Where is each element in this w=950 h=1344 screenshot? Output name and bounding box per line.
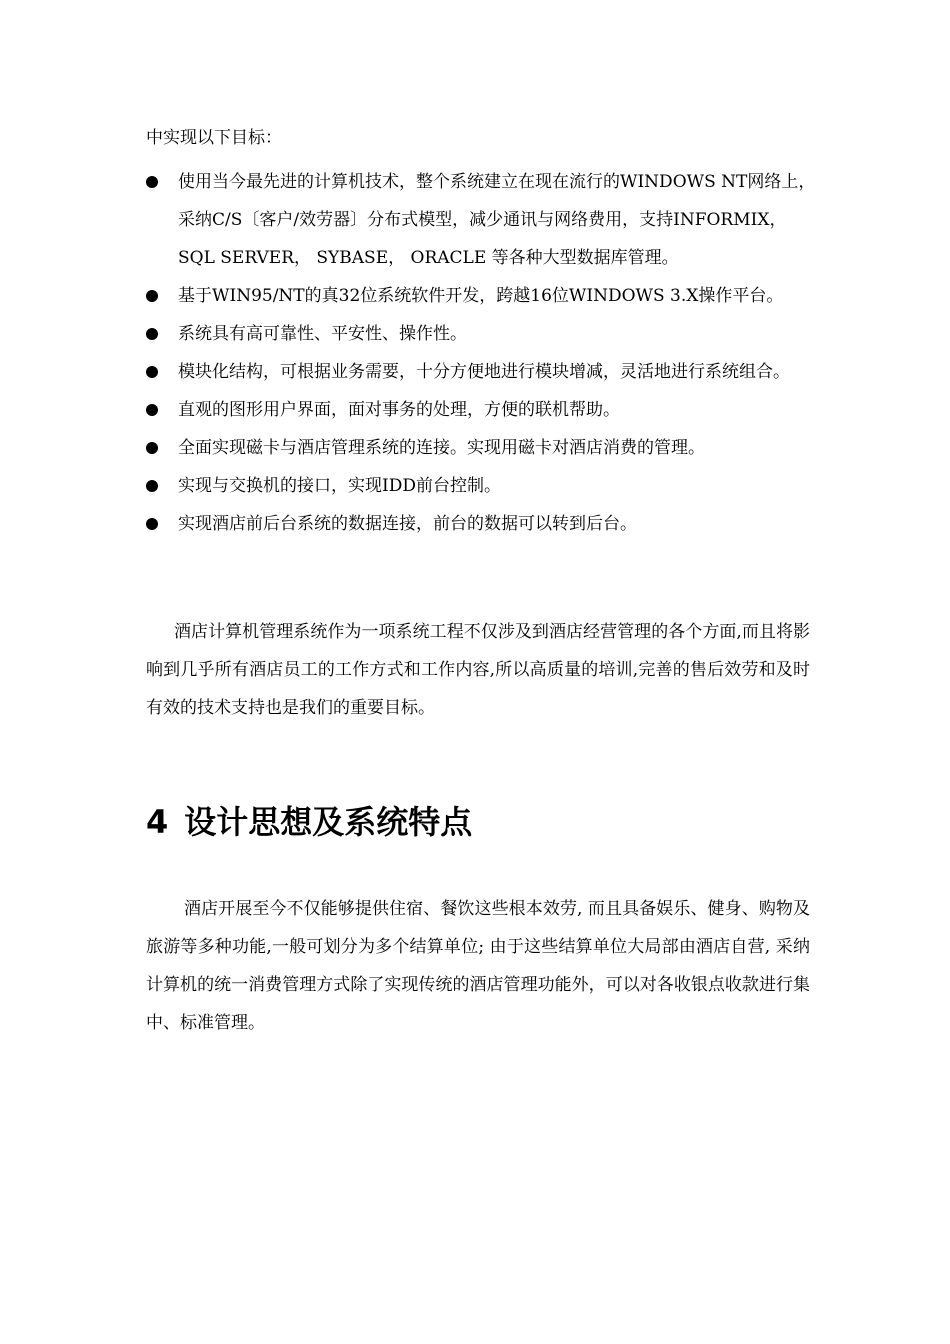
bullet-item-1 bbox=[146, 163, 816, 277]
bullet-item-7 bbox=[146, 467, 816, 505]
bullet-item-6 bbox=[146, 429, 816, 467]
bullet-dot-icon bbox=[146, 328, 158, 340]
section-number: 4 bbox=[146, 803, 169, 841]
bullet-dot-icon bbox=[146, 176, 158, 188]
bullet-dot-icon bbox=[146, 290, 158, 302]
goal-bullet-list bbox=[146, 163, 816, 543]
bullet-text: 基于WIN95/NT的真32位系统软件开发，跨越16位WINDOWS 3.X操作平台。 bbox=[178, 286, 784, 306]
bullet-dot-icon bbox=[146, 366, 158, 378]
bullet-text: 全面实现磁卡与酒店管理系统的连接。实现用磁卡对酒店消费的管理。 bbox=[178, 438, 705, 458]
bullet-text: 模块化结构，可根据业务需要，十分方便地进行模块增减，灵活地进行系统组合。 bbox=[178, 362, 790, 382]
bullet-dot-icon bbox=[146, 518, 158, 530]
bullet-text: 实现酒店前后台系统的数据连接，前台的数据可以转到后台。 bbox=[178, 514, 637, 534]
intro-line: 中实现以下目标： bbox=[146, 128, 282, 148]
bullet-item-8 bbox=[146, 505, 816, 543]
bullet-dot-icon bbox=[146, 480, 158, 492]
body-paragraph-training: 酒店计算机管理系统作为一项系统工程不仅涉及到酒店经营管理的各个方面,而且将影响到几乎所有酒店员工的工作方式和工作内容,所以高质量的培训,完善的售后效劳和及时有效的技术支持也是我们的重要目标。 bbox=[146, 622, 810, 718]
section-title: 设计思想及系统特点 bbox=[184, 803, 473, 841]
bullet-text: 直观的图形用户界面，面对事务的处理，方便的联机帮助。 bbox=[178, 400, 620, 420]
bullet-text: 使用当今最先进的计算机技术，整个系统建立在现在流行的WINDOWS NT网络上，采纳C/S〔客户/效劳器〕分布式模型，减少通讯与网络费用，支持INFORMIX， SQL SERVER， SYBASE， ORACLE 等各种大型数据库管理。 bbox=[178, 172, 816, 268]
bullet-item-4 bbox=[146, 353, 816, 391]
section-heading bbox=[146, 800, 472, 844]
bullet-text: 实现与交换机的接口，实现IDD前台控制。 bbox=[178, 476, 501, 496]
bullet-item-5 bbox=[146, 391, 816, 429]
body-paragraph-design: 酒店开展至今不仅能够提供住宿、餐饮这些根本效劳, 而且具备娱乐、健身、购物及旅游等多种功能,一般可划分为多个结算单位; 由于这些结算单位大局部由酒店自营, 采纳计算机的统一消费管理方式除了实现传统的酒店管理功能外，可以对各收银点收款进行集中、标准管理。 bbox=[146, 899, 810, 1033]
bullet-text: 系统具有高可靠性、平安性、操作性。 bbox=[178, 324, 467, 344]
bullet-item-3 bbox=[146, 315, 816, 353]
bullet-dot-icon bbox=[146, 442, 158, 454]
bullet-dot-icon bbox=[146, 404, 158, 416]
bullet-item-2 bbox=[146, 277, 816, 315]
